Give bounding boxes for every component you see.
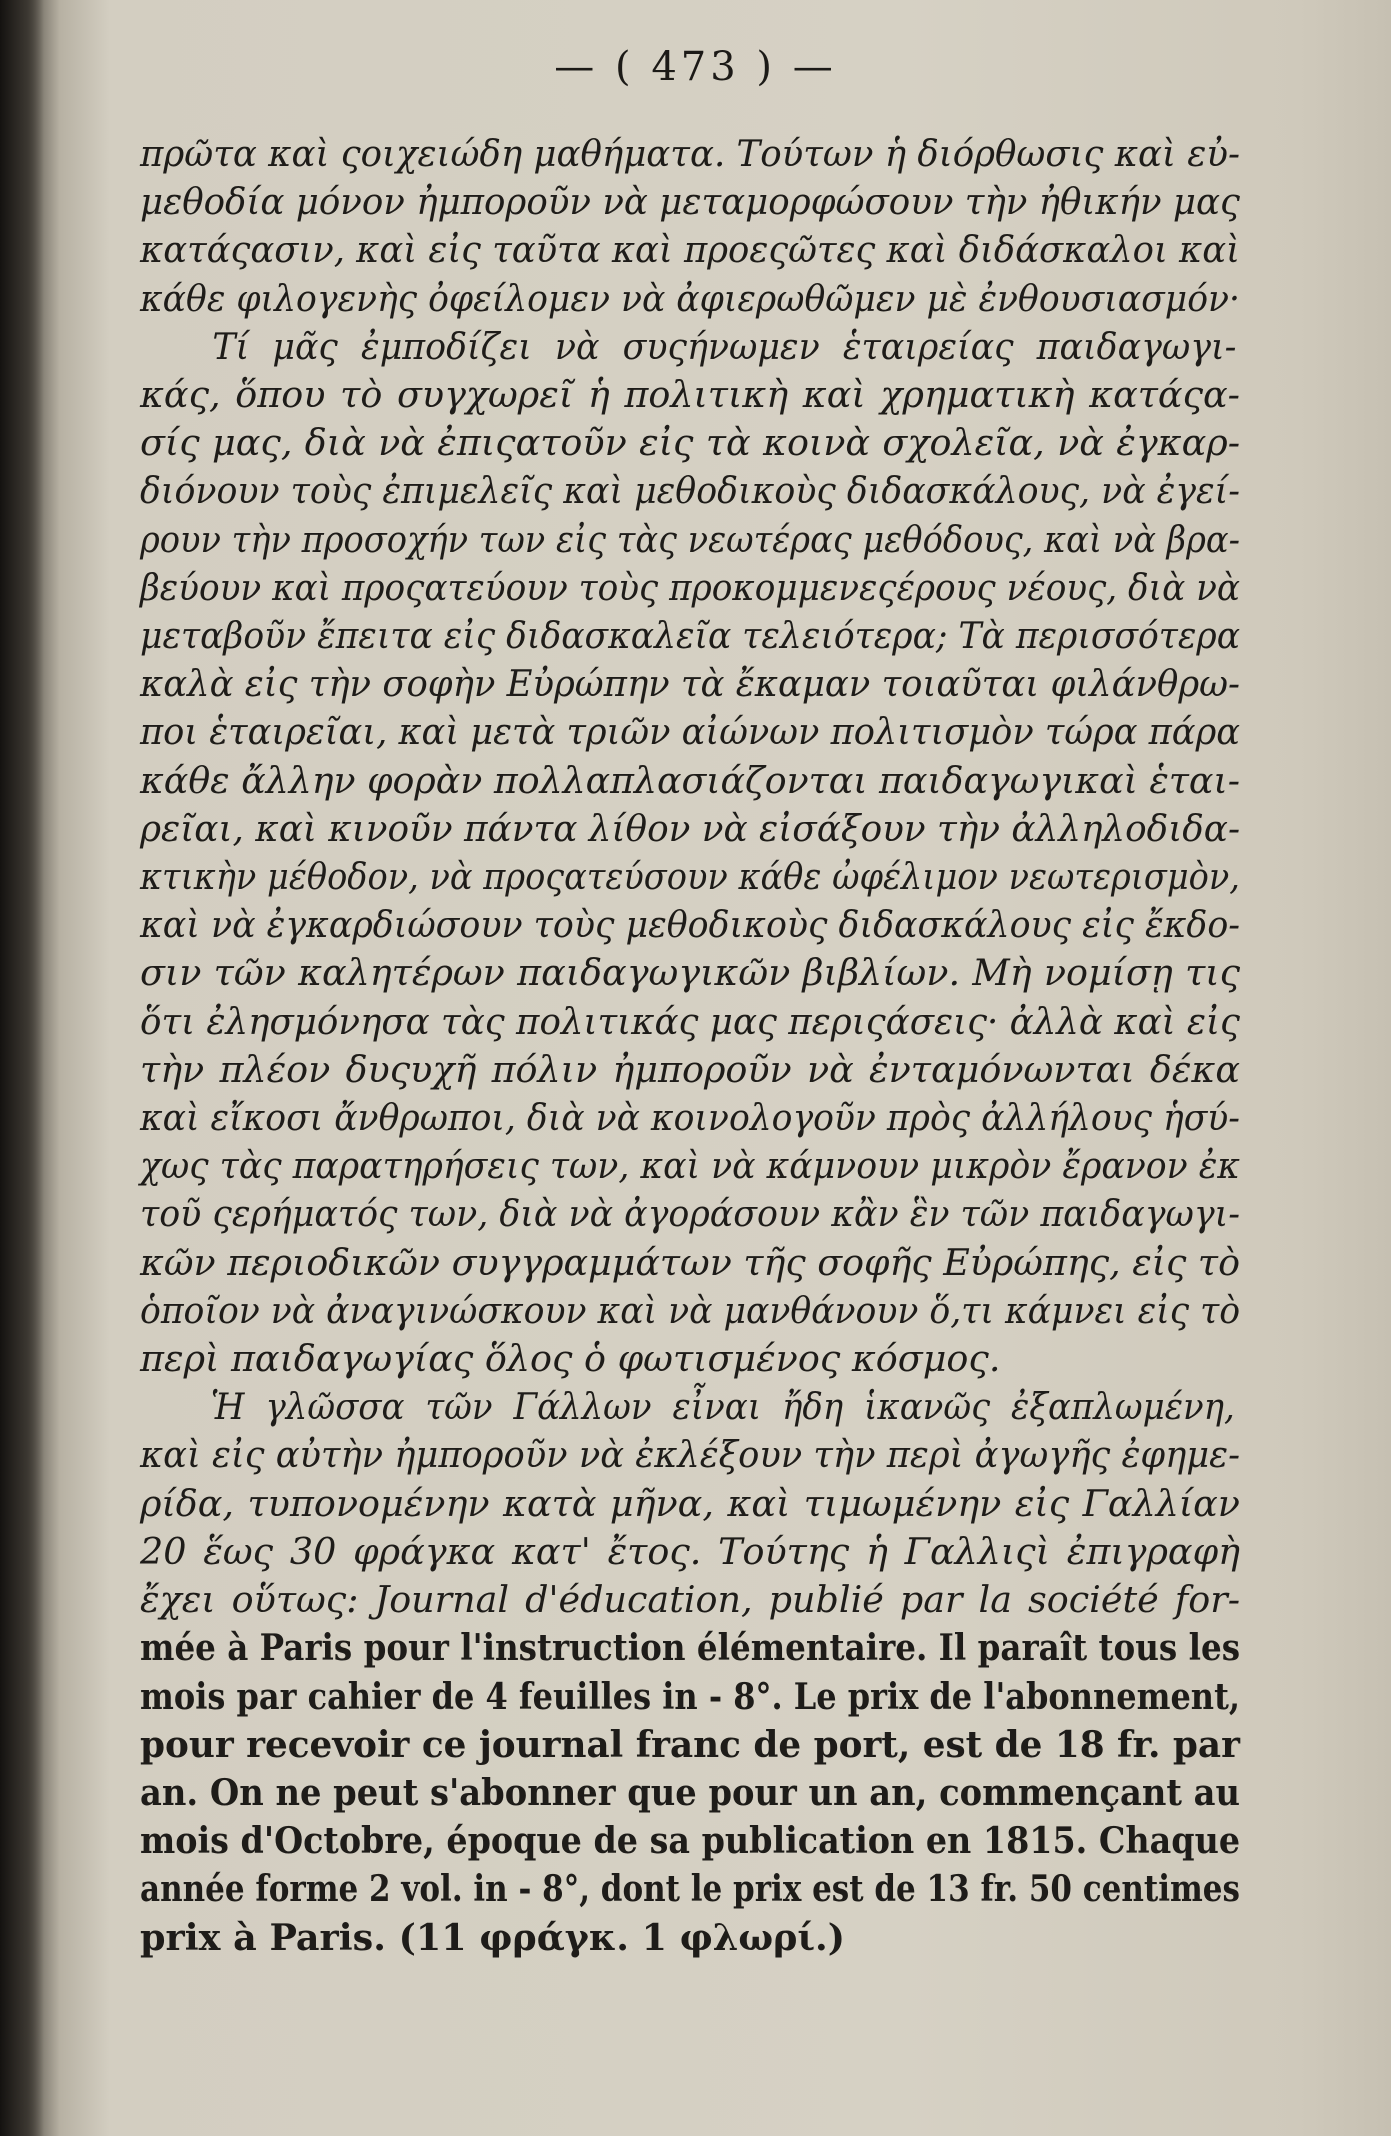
text-line: 20 ἕως 30 φράγκα κατ' ἔτος. Τούτης ἡ Γαλλιςὶ ἐπιγραφὴ [140,1529,1240,1573]
text-line: mée à Paris pour l'instruction élémentaire. Il paraît tous les [140,1626,1241,1670]
text-line: Τί μᾶς ἐμποδίζει νὰ συςήνωμεν ἑταιρείας παιδαγωγι- [212,324,1237,368]
text-line: καὶ εἴκοσι ἄνθρωποι, διὰ νὰ κοινολογοῦν πρὸς ἀλλήλους ἡσύ- [140,1096,1240,1140]
text-line: pour recevoir ce journal franc de port, est de 18 fr. par [140,1722,1240,1766]
text-line: βεύουν καὶ προςατεύουν τοὺς προκομμενεςέρους νέους, διὰ νὰ [140,565,1241,609]
text-line: μεταβοῦν ἔπειτα εἰς διδασκαλεῖα τελειότερα; Τὰ περισσότερα [140,614,1241,658]
text-line: ρεῖαι, καὶ κινοῦν πάντα λίθον νὰ εἰσάξουν τὴν ἀλληλοδιδα- [140,806,1241,850]
text-line: κατάςασιν, καὶ εἰς ταῦτα καὶ προεςῶτες καὶ διδάσκαλοι καὶ [140,228,1240,272]
text-line: mois d'Octobre, époque de sa publication en 1815. Chaque [140,1819,1241,1863]
text-line: σίς μας, διὰ νὰ ἐπιςατοῦν εἰς τὰ κοινὰ σχολεῖα, νὰ ἐγκαρ- [140,421,1241,465]
text-line: ὅτι ἐλησμόνησα τὰς πολιτικάς μας περιςάσεις· ἀλλὰ καὶ εἰς [140,999,1240,1043]
text-line: mois par cahier de 4 feuilles in - 8°. Le prix de l'abonnement, [140,1674,1240,1718]
text-line: ρουν τὴν προσοχήν των εἰς τὰς νεωτέρας μεθόδους, καὶ νὰ βρα- [140,517,1240,561]
text-line: διόνουν τοὺς ἐπιμελεῖς καὶ μεθοδικοὺς διδασκάλους, νὰ ἐγεί- [140,469,1241,513]
text-line: ρίδα, τυπονομένην κατὰ μῆνα, καὶ τιμωμένην εἰς Γαλλίαν [140,1481,1240,1525]
text-line: κάθε ἄλλην φορὰν πολλαπλασιάζονται παιδαγωγικαὶ ἑται- [140,758,1240,802]
text-line: καλὰ εἰς τὴν σοφὴν Εὐρώπην τὰ ἔκαμαν τοιαῦται φιλάνθρω- [140,662,1240,706]
text-line: μεθοδία μόνον ἠμποροῦν νὰ μεταμορφώσουν τὴν ἠθικήν μας [140,180,1240,224]
text-line: καὶ νὰ ἐγκαρδιώσουν τοὺς μεθοδικοὺς διδασκάλους εἰς ἔκδο- [140,903,1241,947]
text-line: σιν τῶν καλητέρων παιδαγωγικῶν βιβλίων. Μὴ νομίσῃ τις [140,951,1241,995]
text-line: an. On ne peut s'abonner que pour un an, commençant au [140,1770,1241,1814]
text-line: κτικὴν μέθοδον, νὰ προςατεύσουν κάθε ὠφέλιμον νεωτερισμὸν, [140,855,1240,899]
body-text [140,130,1240,1962]
text-line: περὶ παιδαγωγίας ὅλος ὁ φωτισμένος κόσμος. [140,1337,1001,1381]
paragraph-3 [140,1383,1240,1961]
text-line: ὁποῖον νὰ ἀναγινώσκουν καὶ νὰ μανθάνουν ὅ,τι κάμνει εἰς τὸ [140,1288,1241,1332]
text-line: κάς, ὅπου τὸ συγχωρεῖ ἡ πολιτικὴ καὶ χρηματικὴ κατάςα- [140,373,1240,417]
text-line: ποι ἑταιρεῖαι, καὶ μετὰ τριῶν αἰώνων πολιτισμὸν τώρα πάρα [140,710,1241,754]
paragraph-2 [140,323,1240,1383]
text-line: ἔχει οὕτως: Journal d'éducation, publié par la société for- [140,1578,1241,1622]
text-line: τοῦ ςερήματός των, διὰ νὰ ἀγοράσουν κἂν ἓν τῶν παιδαγωγι- [140,1192,1241,1236]
text-line: χως τὰς παρατηρήσεις των, καὶ νὰ κάμνουν μικρὸν ἔρανον ἐκ [140,1144,1241,1188]
text-line: κῶν περιοδικῶν συγγραμμάτων τῆς σοφῆς Εὐρώπης, εἰς τὸ [140,1240,1240,1284]
book-gutter-shadow [0,0,44,2136]
text-line: κάθε φιλογενὴς ὀφείλομεν νὰ ἀφιερωθῶμεν μὲ ἐνθουσιασμόν· [140,276,1241,320]
text-line: τὴν πλέον δυςυχῆ πόλιν ἠμποροῦν νὰ ἐνταμόνωνται δέκα [140,1047,1241,1091]
page-number-header: — ( 473 ) — [554,44,837,90]
text-line: πρῶτα καὶ ςοιχειώδη μαθήματα. Τούτων ἡ διόρθωσις καὶ εὐ- [140,132,1240,175]
text-line: prix à Paris. (11 φράγκ. 1 φλωρί.) [140,1915,846,1959]
text-line: καὶ εἰς αὐτὴν ἠμποροῦν νὰ ἐκλέξουν τὴν περὶ ἀγωγῆς ἐφημε- [140,1433,1241,1477]
paragraph-1 [140,130,1240,323]
text-line: année forme 2 vol. in - 8°, dont le prix est de 13 fr. 50 centimes [140,1867,1240,1911]
text-line: Ἡ γλῶσσα τῶν Γάλλων εἶναι ἤδη ἱκανῶς ἐξαπλωμένη, [210,1385,1235,1429]
